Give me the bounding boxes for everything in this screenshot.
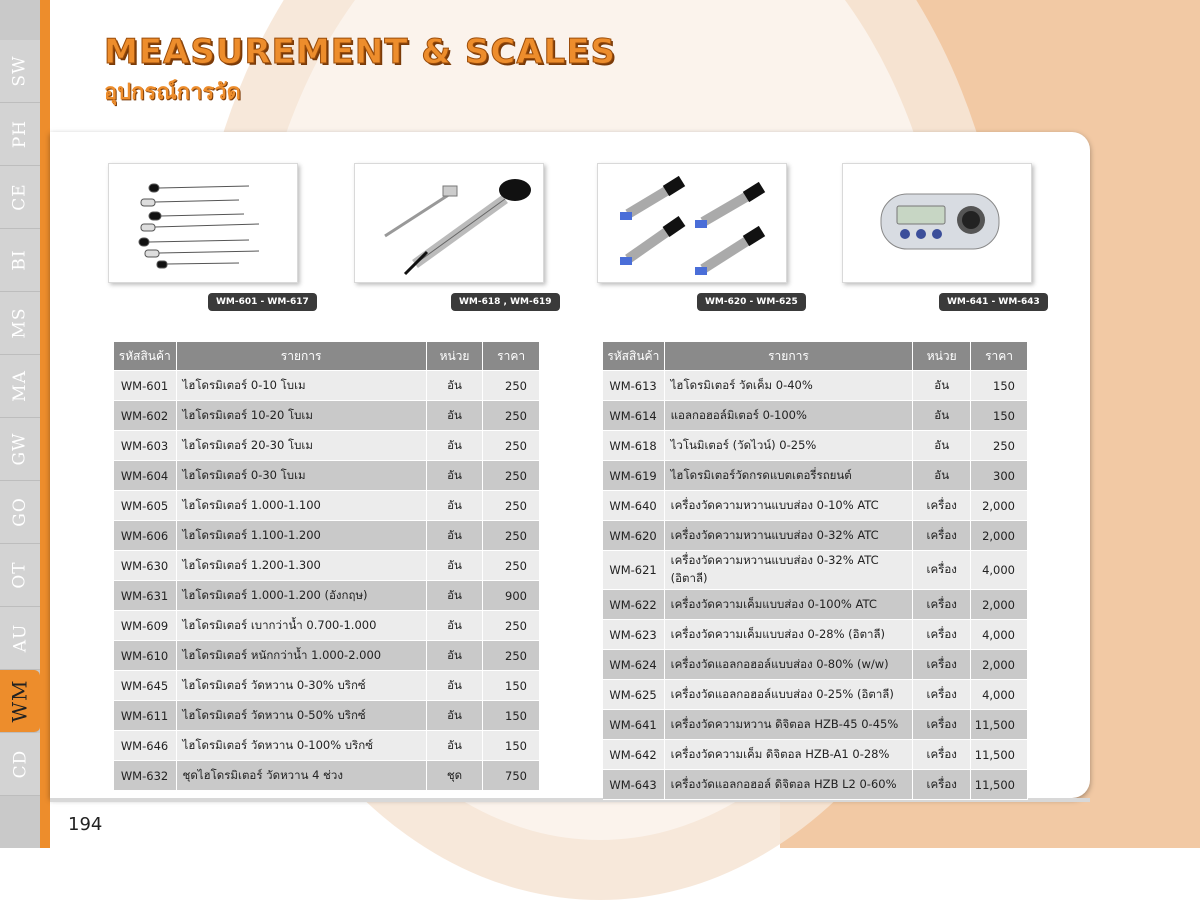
- refractometer-set-icon: [598, 164, 786, 282]
- product-code: WM-610: [114, 641, 177, 671]
- product-unit: อัน: [426, 401, 483, 431]
- product-price: 250: [483, 491, 540, 521]
- table-row: [114, 491, 540, 521]
- product-code: WM-623: [603, 620, 665, 650]
- product-description: เครื่องวัดความเค็มแบบส่อง 0-28% (อิตาลี): [664, 620, 913, 650]
- product-code: WM-643: [603, 770, 665, 800]
- product-price: 250: [483, 551, 540, 581]
- header-unit: หน่วย: [913, 342, 971, 371]
- product-price: 150: [971, 371, 1028, 401]
- product-description: ไฮโดรมิเตอร์ 0-10 โบเม: [176, 371, 426, 401]
- side-tab-wm[interactable]: [0, 670, 40, 733]
- product-description: ไฮโดรมิเตอร์ 10-20 โบเม: [176, 401, 426, 431]
- side-tab-label: SW: [10, 55, 30, 87]
- table-row: [114, 371, 540, 401]
- product-unit: เครื่อง: [913, 620, 971, 650]
- header-desc: รายการ: [664, 342, 913, 371]
- product-code: WM-618: [603, 431, 665, 461]
- product-code: WM-622: [603, 590, 665, 620]
- page-subtitle: อุปกรณ์การวัด: [104, 80, 241, 105]
- product-description: เครื่องวัดความเค็มแบบส่อง 0-100% ATC: [664, 590, 913, 620]
- product-description: เครื่องวัดความหวาน ดิจิตอล HZB-45 0-45%: [664, 710, 913, 740]
- product-unit: เครื่อง: [913, 710, 971, 740]
- product-unit: อัน: [426, 731, 483, 761]
- side-tab-label: BI: [10, 249, 30, 271]
- product-code: WM-624: [603, 650, 665, 680]
- product-price: 250: [483, 431, 540, 461]
- side-tab-au[interactable]: [0, 607, 40, 670]
- table-row: [603, 770, 1028, 800]
- table-row: [114, 731, 540, 761]
- side-tab-ma[interactable]: [0, 355, 40, 418]
- product-description: เครื่องวัดแอลกอฮอล์ ดิจิตอล HZB L2 0-60%: [664, 770, 913, 800]
- product-code: WM-640: [603, 491, 665, 521]
- product-unit: เครื่อง: [913, 680, 971, 710]
- product-description: ไฮโดรมิเตอร์วัดกรดแบตเตอรี่รถยนต์: [664, 461, 913, 491]
- side-tab-label: PH: [9, 119, 30, 149]
- product-unit: ชุด: [426, 761, 483, 791]
- product-image-refractometers[interactable]: [597, 163, 787, 283]
- product-code: WM-645: [114, 671, 177, 701]
- product-price: 900: [483, 581, 540, 611]
- product-price: 11,500: [971, 710, 1028, 740]
- product-unit: อัน: [426, 461, 483, 491]
- product-price: 150: [483, 671, 540, 701]
- table-row: [603, 521, 1028, 551]
- product-unit: อัน: [426, 371, 483, 401]
- table-row: [603, 491, 1028, 521]
- product-description: เครื่องวัดความหวานแบบส่อง 0-10% ATC: [664, 491, 913, 521]
- product-description: ไฮโดรมิเตอร์ วัดหวาน 0-50% บริกซ์: [176, 701, 426, 731]
- product-unit: อัน: [913, 401, 971, 431]
- side-tab-ot[interactable]: [0, 544, 40, 607]
- table-row: [603, 431, 1028, 461]
- product-price: 250: [483, 521, 540, 551]
- product-description: ไฮโดรมิเตอร์ 1.200-1.300: [176, 551, 426, 581]
- side-tab-ph[interactable]: [0, 103, 40, 166]
- product-table-left: [113, 341, 540, 791]
- product-price: 300: [971, 461, 1028, 491]
- product-price: 250: [483, 641, 540, 671]
- product-unit: เครื่อง: [913, 740, 971, 770]
- product-description: เครื่องวัดความเค็ม ดิจิตอล HZB-A1 0-28%: [664, 740, 913, 770]
- product-unit: อัน: [426, 431, 483, 461]
- table-row: [603, 650, 1028, 680]
- product-description: ไฮโดรมิเตอร์ 1.100-1.200: [176, 521, 426, 551]
- header-price: ราคา: [971, 342, 1028, 371]
- product-unit: อัน: [426, 491, 483, 521]
- product-description: ไฮโดรมิเตอร์ 20-30 โบเม: [176, 431, 426, 461]
- product-price: 2,000: [971, 521, 1028, 551]
- product-image-digital-refractometer[interactable]: [842, 163, 1032, 283]
- side-tab-label: GW: [10, 432, 30, 466]
- side-tab-label: CE: [9, 183, 30, 211]
- side-tab-gw[interactable]: [0, 418, 40, 481]
- header-desc: รายการ: [176, 342, 426, 371]
- product-description: ไฮโดรมิเตอร์ 0-30 โบเม: [176, 461, 426, 491]
- side-tab-label: CD: [9, 749, 30, 779]
- side-tab-bi[interactable]: [0, 229, 40, 292]
- header-code: รหัสสินค้า: [603, 342, 665, 371]
- product-description: ไฮโดรมิเตอร์ 1.000-1.100: [176, 491, 426, 521]
- product-code: WM-609: [114, 611, 177, 641]
- product-image-hydrometers[interactable]: [108, 163, 298, 283]
- side-tab-label: OT: [10, 561, 30, 589]
- product-description: ไฮโดรมิเตอร์ วัดหวาน 0-100% บริกซ์: [176, 731, 426, 761]
- side-tab-label: WM: [8, 679, 33, 723]
- side-tab-sw[interactable]: [0, 40, 40, 103]
- product-price: 250: [483, 371, 540, 401]
- product-price: 750: [483, 761, 540, 791]
- table-row: [114, 671, 540, 701]
- table-row: [114, 761, 540, 791]
- table-row: [603, 401, 1028, 431]
- side-tab-go[interactable]: [0, 481, 40, 544]
- product-description: ไฮโดรมิเตอร์ หนักกว่าน้ำ 1.000-2.000: [176, 641, 426, 671]
- product-code: WM-625: [603, 680, 665, 710]
- product-price: 250: [971, 431, 1028, 461]
- product-unit: อัน: [426, 581, 483, 611]
- product-unit: อัน: [913, 371, 971, 401]
- product-description: เครื่องวัดแอลกอฮอล์แบบส่อง 0-25% (อิตาลี): [664, 680, 913, 710]
- product-price: 11,500: [971, 740, 1028, 770]
- product-unit: เครื่อง: [913, 551, 971, 590]
- product-unit: เครื่อง: [913, 491, 971, 521]
- product-description: ไฮโดรมิเตอร์ เบากว่าน้ำ 0.700-1.000: [176, 611, 426, 641]
- table-row: [114, 521, 540, 551]
- side-tab-label: AU: [9, 623, 30, 653]
- product-unit: เครื่อง: [913, 770, 971, 800]
- product-description: เครื่องวัดแอลกอฮอล์แบบส่อง 0-80% (w/w): [664, 650, 913, 680]
- table-row: [114, 611, 540, 641]
- side-tab-cd[interactable]: [0, 733, 40, 796]
- product-price: 250: [483, 461, 540, 491]
- side-tab-ce[interactable]: [0, 166, 40, 229]
- product-price: 250: [483, 401, 540, 431]
- side-tab-label: GO: [10, 497, 30, 527]
- product-description: เครื่องวัดความหวานแบบส่อง 0-32% ATC: [664, 521, 913, 551]
- product-table-right: [602, 341, 1028, 800]
- product-code: WM-603: [114, 431, 177, 461]
- product-price: 2,000: [971, 491, 1028, 521]
- product-price: 4,000: [971, 551, 1028, 590]
- table-row: [114, 551, 540, 581]
- product-image-battery-hydrometer[interactable]: [354, 163, 544, 283]
- product-code: WM-606: [114, 521, 177, 551]
- table-row: [114, 581, 540, 611]
- digital-refractometer-icon: [843, 164, 1031, 282]
- product-description: ชุดไฮโดรมิเตอร์ วัดหวาน 4 ช่วง: [176, 761, 426, 791]
- side-tab-ms[interactable]: [0, 292, 40, 355]
- product-unit: เครื่อง: [913, 650, 971, 680]
- table-row: [603, 620, 1028, 650]
- product-unit: อัน: [426, 701, 483, 731]
- product-unit: อัน: [426, 671, 483, 701]
- product-price: 250: [483, 611, 540, 641]
- product-description: ไฮโดรมิเตอร์ 1.000-1.200 (อังกฤษ): [176, 581, 426, 611]
- header-price: ราคา: [483, 342, 540, 371]
- product-code: WM-631: [114, 581, 177, 611]
- product-code: WM-642: [603, 740, 665, 770]
- image-label-4: WM-641 - WM-643: [939, 293, 1048, 311]
- table-row: [603, 740, 1028, 770]
- product-description: ไวโนมิเตอร์ (วัดไวน์) 0-25%: [664, 431, 913, 461]
- image-label-3: WM-620 - WM-625: [697, 293, 806, 311]
- page-number: 194: [68, 814, 103, 835]
- product-price: 2,000: [971, 650, 1028, 680]
- product-code: WM-605: [114, 491, 177, 521]
- table-row: [603, 590, 1028, 620]
- product-code: WM-613: [603, 371, 665, 401]
- accent-strip: [40, 0, 50, 848]
- table-row: [114, 641, 540, 671]
- product-code: WM-602: [114, 401, 177, 431]
- product-code: WM-632: [114, 761, 177, 791]
- product-unit: อัน: [913, 461, 971, 491]
- side-tab-list: [0, 40, 40, 796]
- product-description: ไฮโดรมิเตอร์ วัดหวาน 0-30% บริกซ์: [176, 671, 426, 701]
- product-description: เครื่องวัดความหวานแบบส่อง 0-32% ATC (อิตาลี): [664, 551, 913, 590]
- image-label-2: WM-618 , WM-619: [451, 293, 560, 311]
- image-label-1: WM-601 - WM-617: [208, 293, 317, 311]
- table-row: [603, 710, 1028, 740]
- product-description: ไฮโดรมิเตอร์ วัดเค็ม 0-40%: [664, 371, 913, 401]
- header-code: รหัสสินค้า: [114, 342, 177, 371]
- side-tab-label: MA: [10, 370, 30, 402]
- product-code: WM-630: [114, 551, 177, 581]
- product-description: แอลกอฮอล์มิเตอร์ 0-100%: [664, 401, 913, 431]
- side-tab-label: MS: [10, 307, 30, 339]
- product-unit: เครื่อง: [913, 521, 971, 551]
- product-unit: อัน: [913, 431, 971, 461]
- product-code: WM-619: [603, 461, 665, 491]
- product-price: 4,000: [971, 680, 1028, 710]
- hydrometer-set-icon: [109, 164, 297, 282]
- product-code: WM-604: [114, 461, 177, 491]
- product-price: 11,500: [971, 770, 1028, 800]
- table-row: [114, 401, 540, 431]
- product-code: WM-614: [603, 401, 665, 431]
- battery-hydrometer-icon: [355, 164, 543, 282]
- product-price: 150: [483, 701, 540, 731]
- table-row: [114, 701, 540, 731]
- product-code: WM-641: [603, 710, 665, 740]
- product-unit: อัน: [426, 551, 483, 581]
- product-code: WM-646: [114, 731, 177, 761]
- product-unit: อัน: [426, 641, 483, 671]
- table-row: [603, 551, 1028, 590]
- product-price: 150: [971, 401, 1028, 431]
- product-price: 150: [483, 731, 540, 761]
- product-price: 2,000: [971, 590, 1028, 620]
- product-code: WM-621: [603, 551, 665, 590]
- table-row: [603, 680, 1028, 710]
- product-code: WM-611: [114, 701, 177, 731]
- table-row: [603, 461, 1028, 491]
- table-row: [114, 461, 540, 491]
- product-code: WM-601: [114, 371, 177, 401]
- product-price: 4,000: [971, 620, 1028, 650]
- product-unit: เครื่อง: [913, 590, 971, 620]
- page-title: MEASUREMENT & SCALES: [104, 32, 617, 72]
- header-unit: หน่วย: [426, 342, 483, 371]
- product-unit: อัน: [426, 521, 483, 551]
- table-row: [603, 371, 1028, 401]
- table-row: [114, 431, 540, 461]
- product-code: WM-620: [603, 521, 665, 551]
- product-unit: อัน: [426, 611, 483, 641]
